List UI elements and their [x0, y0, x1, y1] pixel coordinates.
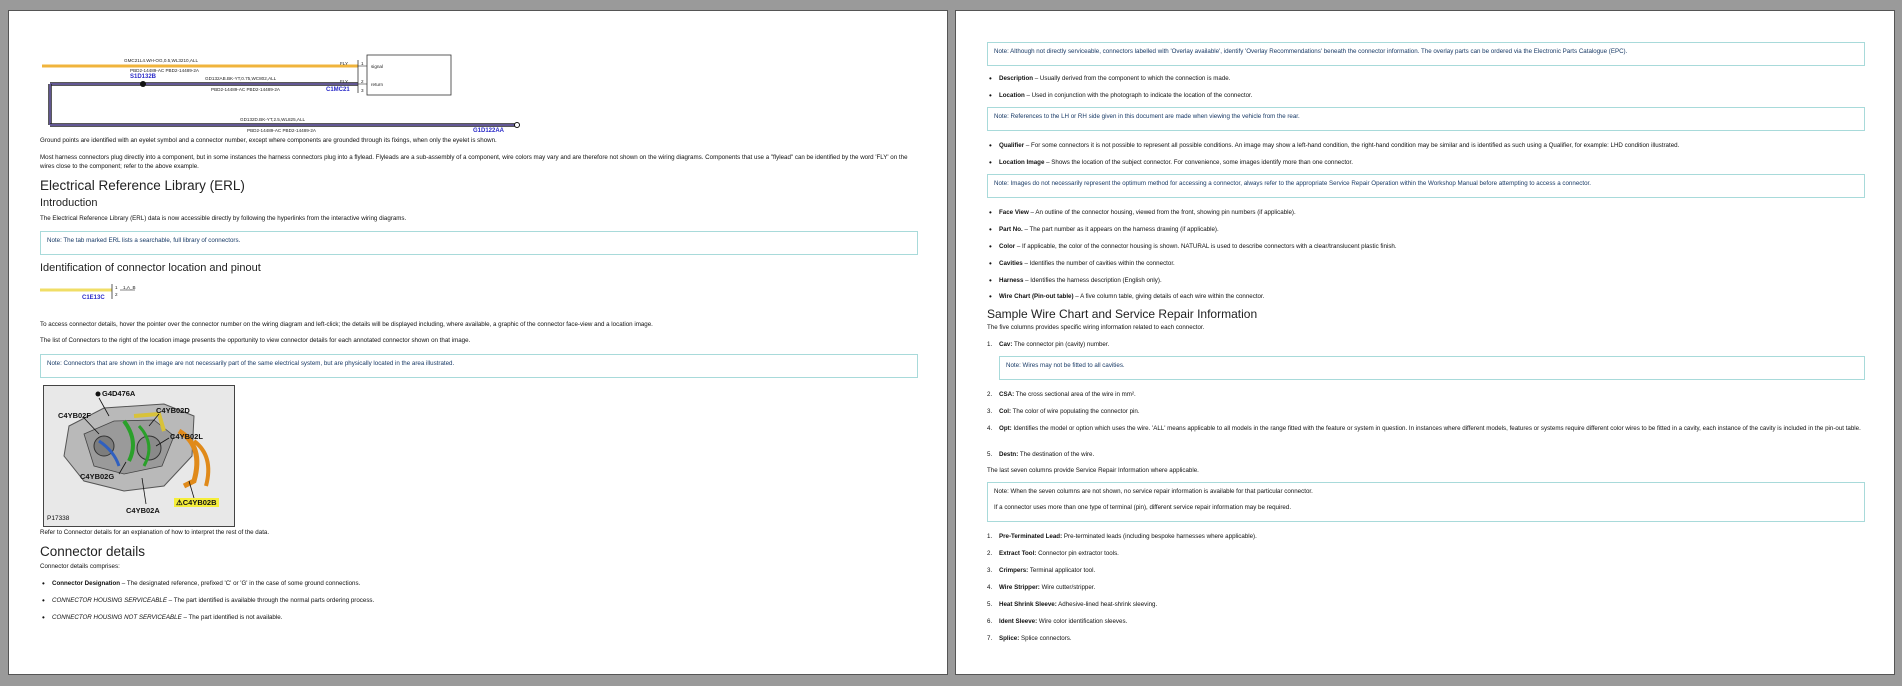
ground-label[interactable]: G1D122AA [473, 128, 505, 134]
five-columns-text: The five columns provides specific wiring information related to each connector. [987, 324, 1205, 331]
list-item: 3. Col: The color of wire populating the connector pin. [987, 408, 1140, 415]
list-item: 4. Wire Stripper: Wire cutter/stripper. [987, 584, 1096, 591]
photo-label-c4yb02g[interactable]: C4YB02G [80, 472, 115, 481]
wire1-parts: PBD2-14489-AC PBD2-14489-2A [130, 68, 199, 73]
note-images: Note: Images do not necessarily represent the optimum method for accessing a connector, always refer to the appropriate Service Repair Operation within the Workshop Manual before attempting to access a connector. [987, 174, 1865, 198]
photo-reference: P17338 [47, 515, 70, 522]
list-item: 2. CSA: The cross sectional area of the wire in mm². [987, 391, 1136, 398]
note-lh-rh: Note: References to the LH or RH side given in this document are made when viewing the vehicle from the rear. [987, 107, 1865, 131]
list-item: • Description – Usually derived from the component to which the connection is made. [987, 75, 1230, 84]
list-item: 6. Ident Sleeve: Wire color identification sleeves. [987, 618, 1128, 625]
photo-label-c4yb02f[interactable]: C4YB02F [58, 411, 91, 420]
fly-label-2: FLY [340, 79, 349, 84]
connector-example-pin-b: 2 [115, 292, 118, 297]
connector-details-intro: Connector details comprises: [40, 563, 120, 570]
list-paragraph: The list of Connectors to the right of the location image presents the opportunity to view connector details for each annotated connector shown on that image. [40, 337, 471, 344]
note-cavities: Note: Wires may not be fitted to all cavities. [999, 356, 1865, 380]
signal-label: signal [371, 64, 384, 69]
last-seven-text: The last seven columns provide Service Repair Information where applicable. [987, 467, 1199, 474]
list-item: • Qualifier – For some connectors it is not possible to represent all possible conditions. An image may show a left-hand condition, the right-hand condition may be similar and is identified as such using a Qualifier, for example: LHD condition illustrated. [987, 142, 1679, 151]
connector-example-label[interactable]: C1E13C [82, 295, 105, 301]
warning-icon: ⚠ [176, 498, 183, 507]
photo-label-c4yb02b[interactable]: ⚠C4YB02B [176, 498, 217, 507]
list-item: • Wire Chart (Pin-out table) – A five column table, giving details of each wire within the connector. [987, 293, 1264, 302]
list-item: 1. Pre-Terminated Lead: Pre-terminated leads (including bespoke harnesses where applicable). [987, 533, 1257, 540]
list-item: 3. Crimpers: Terminal applicator tool. [987, 567, 1096, 574]
list-item: • Connector Designation – The designated reference, prefixed 'C' or 'G' in the case of some ground connections. [40, 580, 360, 589]
list-item: • Cavities – Identifies the number of cavities within the connector. [987, 260, 1175, 269]
photo-label-c4yb02d[interactable]: C4YB02D [156, 406, 190, 415]
return-label: return [371, 82, 384, 87]
splice-dot[interactable] [140, 81, 146, 87]
note-overlay: Note: Although not directly serviceable, connectors labelled with 'Overlay available', identify 'Overlay Recommendations' beneath the connector information. The overlay parts can be ordered via the Electronic Parts Catalogue (EPC). [987, 42, 1865, 66]
connector-example [40, 283, 160, 305]
list-item: • Location – Used in conjunction with the photograph to indicate the location of the connector. [987, 92, 1253, 101]
ground-eyelet-icon[interactable] [515, 123, 520, 128]
note-erl-tab: Note: The tab marked ERL lists a searchable, full library of connectors. [40, 231, 918, 255]
flylead-paragraph: Most harness connectors plug directly into a component, but in some instances the harness connectors plug into a flylead. Flyleads are a sub-assembly of a component, wire colors may vary and are therefore not shown on the wiring diagrams. Components that use a "flylead" can be identified by the word 'FLY' on the wires close to the component; refer to the above example. [40, 154, 908, 170]
erl-heading: Electrical Reference Library (ERL) [40, 178, 245, 193]
list-item: • Location Image – Shows the location of the subject connector. For convenience, some images identify more than one connector. [987, 159, 1353, 168]
list-item: 5. Destn: The destination of the wire. [987, 451, 1095, 458]
component-box[interactable] [367, 55, 451, 95]
connector-details-heading: Connector details [40, 544, 146, 559]
identification-heading: Identification of connector location and pinout [40, 262, 261, 274]
access-paragraph: To access connector details, hover the pointer over the connector number on the wiring diagram and left-click; the details will be displayed including, where available, a graphic of the connector face-view and a location image. [40, 321, 653, 328]
list-item: • Part No. – The part number as it appears on the harness drawing (if applicable). [987, 226, 1219, 235]
list-item: 4. Opt: Identifies the model or option which uses the wire. 'ALL' means applicable to all models in the range fitted with the feature or system in question. In instances where different models, features or systems require different color wires to be fitted in a cavity, each instance of the cavity is included in the pin-out table. [987, 425, 1861, 432]
fly-label-1: FLY [340, 61, 349, 66]
photo-label-c4yb02a[interactable]: C4YB02A [126, 506, 160, 515]
list-item: 2. Extract Tool: Connector pin extractor tools. [987, 550, 1119, 557]
wiring-diagram [40, 41, 520, 136]
photo-label-c4yb02l[interactable]: C4YB02L [170, 432, 203, 441]
connector-example-wire: 1,A_B [123, 285, 136, 290]
list-item: • CONNECTOR HOUSING SERVICEABLE – The part identified is available through the normal parts ordering process. [40, 597, 374, 606]
document-page-left [8, 10, 948, 675]
wire2-label: GD132AB.BK-YT,0.75,WC802,ALL [205, 76, 277, 81]
introduction-heading: Introduction [40, 197, 98, 209]
pin-1: 1 [361, 61, 364, 66]
wire1-label: GMC21L4.WH-OG,0.5,WL3210,ALL [124, 58, 199, 63]
splice-label[interactable]: S1D132B [130, 74, 157, 80]
connector-example-pin-a: 1 [115, 285, 118, 290]
list-item: • Face View – An outline of the connector housing, viewed from the front, showing pin numbers (if applicable). [987, 209, 1296, 218]
wire2-parts: PBD2-14489-AC PBD2-14489-2A [211, 87, 280, 92]
introduction-text: The Electrical Reference Library (ERL) data is now accessible directly by following the hyperlinks from the interactive wiring diagrams. [40, 215, 407, 222]
list-item: 5. Heat Shrink Sleeve: Adhesive-lined heat-shrink sleeving. [987, 601, 1158, 608]
ground-points-paragraph: Ground points are identified with an eyelet symbol and a connector number, except where components are grounded through its fixings, when only the eyelet is shown. [40, 137, 497, 144]
sample-wire-chart-heading: Sample Wire Chart and Service Repair Information [987, 307, 1258, 321]
location-image[interactable] [43, 385, 235, 527]
pin-2: 2 [361, 79, 364, 84]
document-page-right [955, 10, 1895, 675]
list-item: 1. Cav: The connector pin (cavity) number. [987, 341, 1110, 348]
refer-paragraph: Refer to Connector details for an explanation of how to interpret the rest of the data. [40, 529, 270, 536]
list-item: • CONNECTOR HOUSING NOT SERVICEABLE – The part identified is not available. [40, 614, 282, 623]
note-seven-columns: Note: When the seven columns are not shown, no service repair information is available for that particular connector. If a connector uses more than one type of terminal (pin), different service repair information may be required. [987, 482, 1865, 522]
wire3-label: GD132D.BK-YT,2.5,WL825,ALL [240, 117, 306, 122]
connector-label[interactable]: C1MC21 [326, 87, 350, 93]
list-item: • Harness – Identifies the harness description (English only). [987, 277, 1162, 286]
photo-label-g4d476a[interactable]: G4D476A [102, 389, 136, 398]
list-item: • Color – If applicable, the color of the connector housing is shown. NATURAL is used to describe connectors with a clear/translucent plastic finish. [987, 243, 1397, 252]
list-item: 7. Splice: Splice connectors. [987, 635, 1072, 642]
pin-3: 3 [361, 88, 364, 93]
wire3-parts: PBD2-14489-AC PBD2-14489-2A [247, 128, 316, 133]
note-connectors-image: Note: Connectors that are shown in the image are not necessarily part of the same electrical system, but are physically located in the area illustrated. [40, 354, 918, 378]
